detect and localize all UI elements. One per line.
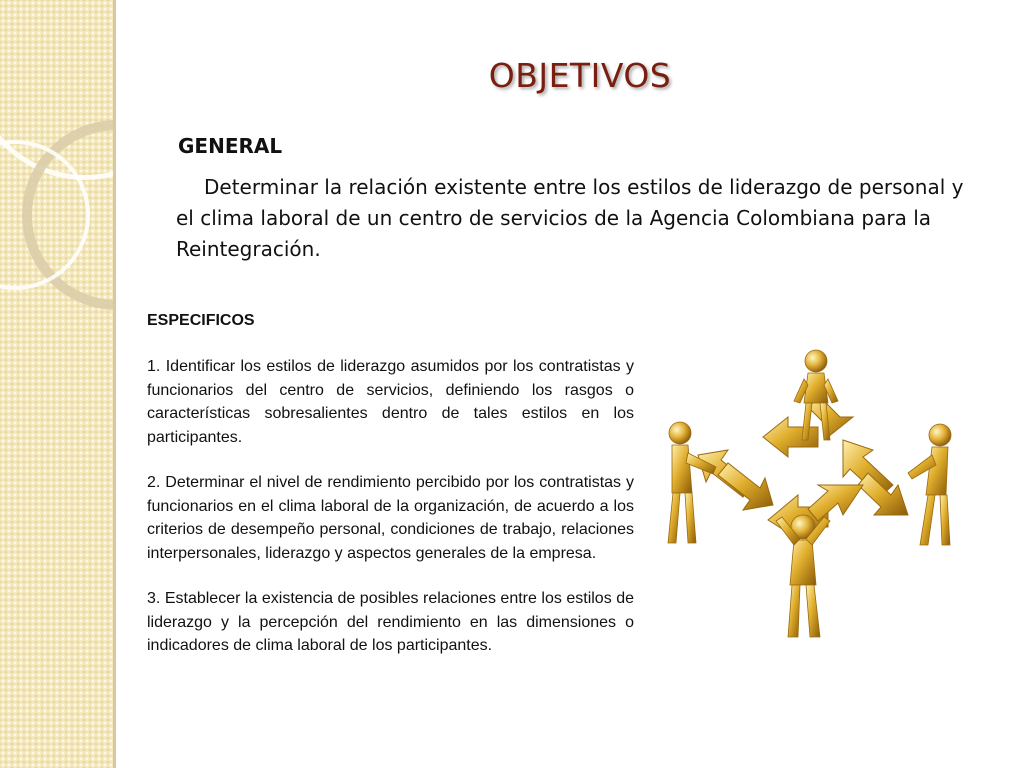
general-heading: GENERAL <box>178 134 283 158</box>
specific-objective-3: 3. Establecer la existencia de posibles relaciones entre los estilos de liderazgo y la percepción del rendimiento en las dimensiones o indicadores de clima laboral de los participantes. <box>147 590 634 654</box>
specific-objective-1: 1. Identificar los estilos de liderazgo asumidos por los contratistas y funcionarios del centro de servicios, definiendo los rasgos o características sobresalientes dentro de tales estilos en los participantes. <box>147 358 634 446</box>
specific-objectives-list <box>147 355 634 680</box>
decorative-side-band <box>0 0 113 768</box>
specific-objective-2: 2. Determinar el nivel de rendimiento percibido por los contratistas y funcionarios en el clima laboral de la organización, de acuerdo a los criterios de desempeño personal, condiciones de trabajo, relaciones interpersonales, liderazgo y aspectos generales de la empresa. <box>147 474 634 562</box>
slide-title: OBJETIVOS <box>488 56 672 95</box>
specific-objectives-heading: ESPECIFICOS <box>147 312 255 329</box>
general-objective-text: Determinar la relación existente entre los estilos de liderazgo de personal y el clima laboral de un centro de servicios de la Agencia Colombiana para la Reintegración. <box>176 175 964 261</box>
gold-figures-arrows-icon <box>658 345 958 645</box>
band-edge-line <box>113 0 116 768</box>
